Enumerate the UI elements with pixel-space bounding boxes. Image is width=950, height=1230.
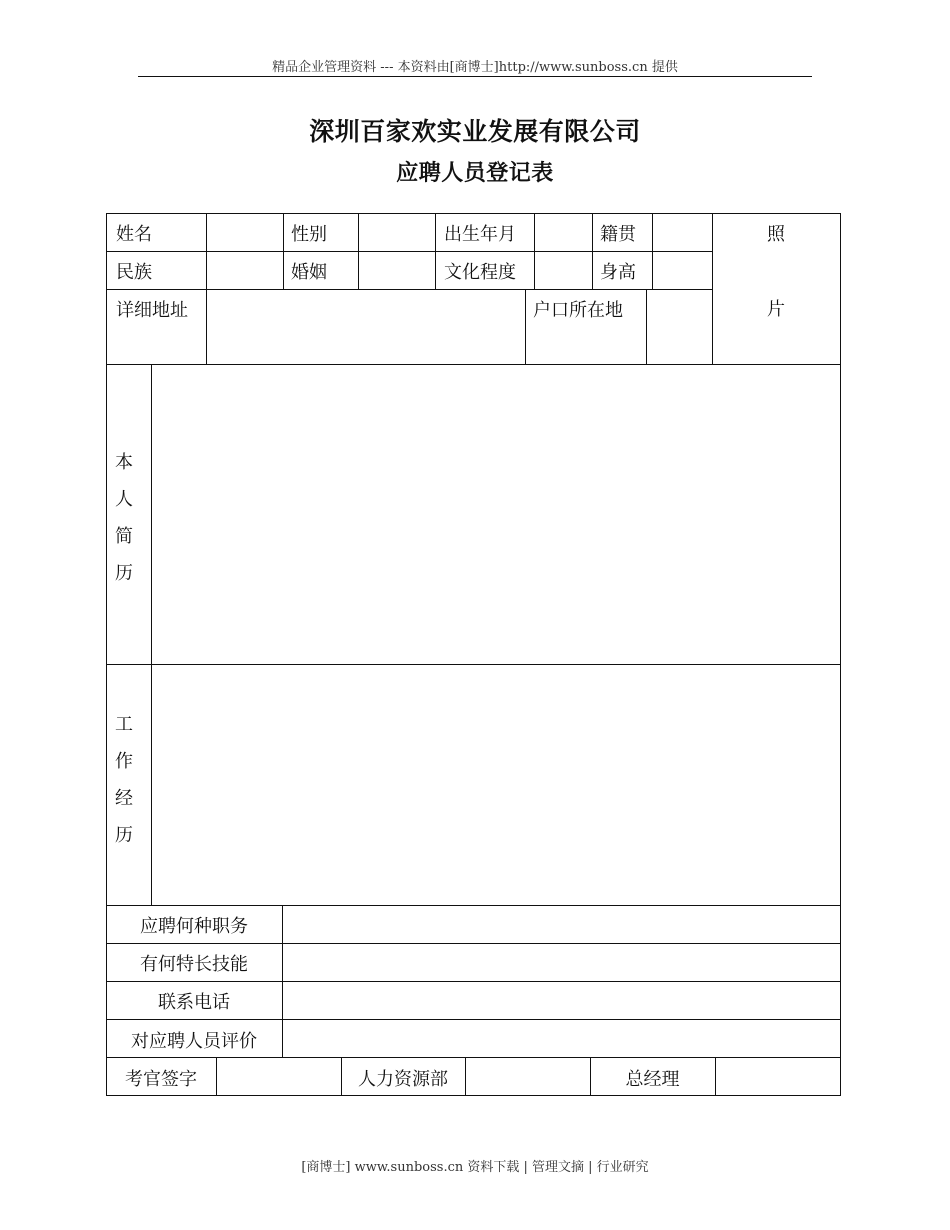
resume-divider	[151, 364, 152, 664]
col-line-6	[592, 213, 593, 289]
label-phone: 联系电话	[158, 992, 230, 1013]
row-line-4	[106, 664, 841, 665]
col-line-2	[283, 213, 284, 289]
label-name: 姓名	[116, 224, 152, 245]
row-line-3	[106, 364, 841, 365]
page-footer: [商博士] www.sunboss.cn 资料下载 | 管理文摘 | 行业研究	[301, 1160, 649, 1175]
label-hr: 人力资源部	[358, 1069, 448, 1090]
sig-line-1	[216, 1057, 217, 1095]
page-header: 精品企业管理资料 --- 本资料由[商博士]http://www.sunboss.cn 提供	[272, 60, 678, 75]
row-line-8	[106, 1019, 841, 1020]
col-line-3	[358, 213, 359, 289]
label-address: 详细地址	[116, 300, 188, 321]
row-line-6	[106, 943, 841, 944]
label-resume-char-2: 人	[115, 489, 133, 510]
row-line-7	[106, 981, 841, 982]
label-height: 身高	[600, 262, 636, 283]
label-birth: 出生年月	[444, 224, 516, 245]
label-evaluation: 对应聘人员评价	[131, 1031, 257, 1052]
label-origin: 籍贯	[600, 224, 636, 245]
label-work	[109, 706, 139, 854]
col-line-4	[435, 213, 436, 289]
form-border-bottom	[106, 1095, 841, 1096]
registration-form	[106, 213, 841, 1096]
label-resume-char-1: 本	[115, 452, 133, 473]
col-line-7	[652, 213, 653, 289]
col-line-9	[646, 289, 647, 364]
document-title: 深圳百家欢实业发展有限公司	[309, 117, 641, 146]
label-gender: 性别	[291, 224, 327, 245]
label-examiner: 考官签字	[125, 1069, 197, 1090]
label-position: 应聘何种职务	[140, 916, 248, 937]
row-line-2	[106, 289, 712, 290]
label-work-char-2: 作	[115, 751, 133, 772]
label-work-char-3: 经	[115, 788, 133, 809]
sig-line-3	[465, 1057, 466, 1095]
col-line-1	[206, 213, 207, 364]
col-line-5	[534, 213, 535, 289]
label-resume-char-3: 简	[115, 526, 133, 547]
sig-line-5	[715, 1057, 716, 1095]
label-education: 文化程度	[444, 262, 516, 283]
label-photo-1: 照	[767, 224, 785, 245]
label-work-char-1: 工	[115, 714, 133, 735]
label-gm: 总经理	[625, 1069, 680, 1090]
work-divider	[151, 664, 152, 905]
form-border-right	[840, 213, 841, 1096]
label-skills: 有何特长技能	[140, 954, 248, 975]
row-line-5	[106, 905, 841, 906]
header-divider	[138, 76, 812, 77]
label-resume	[109, 444, 139, 592]
form-border-top	[106, 213, 841, 214]
row-line-1	[106, 251, 712, 252]
document-subtitle: 应聘人员登记表	[396, 161, 554, 186]
label-hukou: 户口所在地	[533, 300, 623, 321]
label-marital: 婚姻	[291, 262, 327, 283]
label-work-char-4: 历	[115, 825, 133, 846]
col-line-8	[525, 289, 526, 364]
label-photo-2: 片	[767, 299, 785, 320]
label-ethnicity: 民族	[116, 262, 152, 283]
label-resume-char-4: 历	[115, 563, 133, 584]
